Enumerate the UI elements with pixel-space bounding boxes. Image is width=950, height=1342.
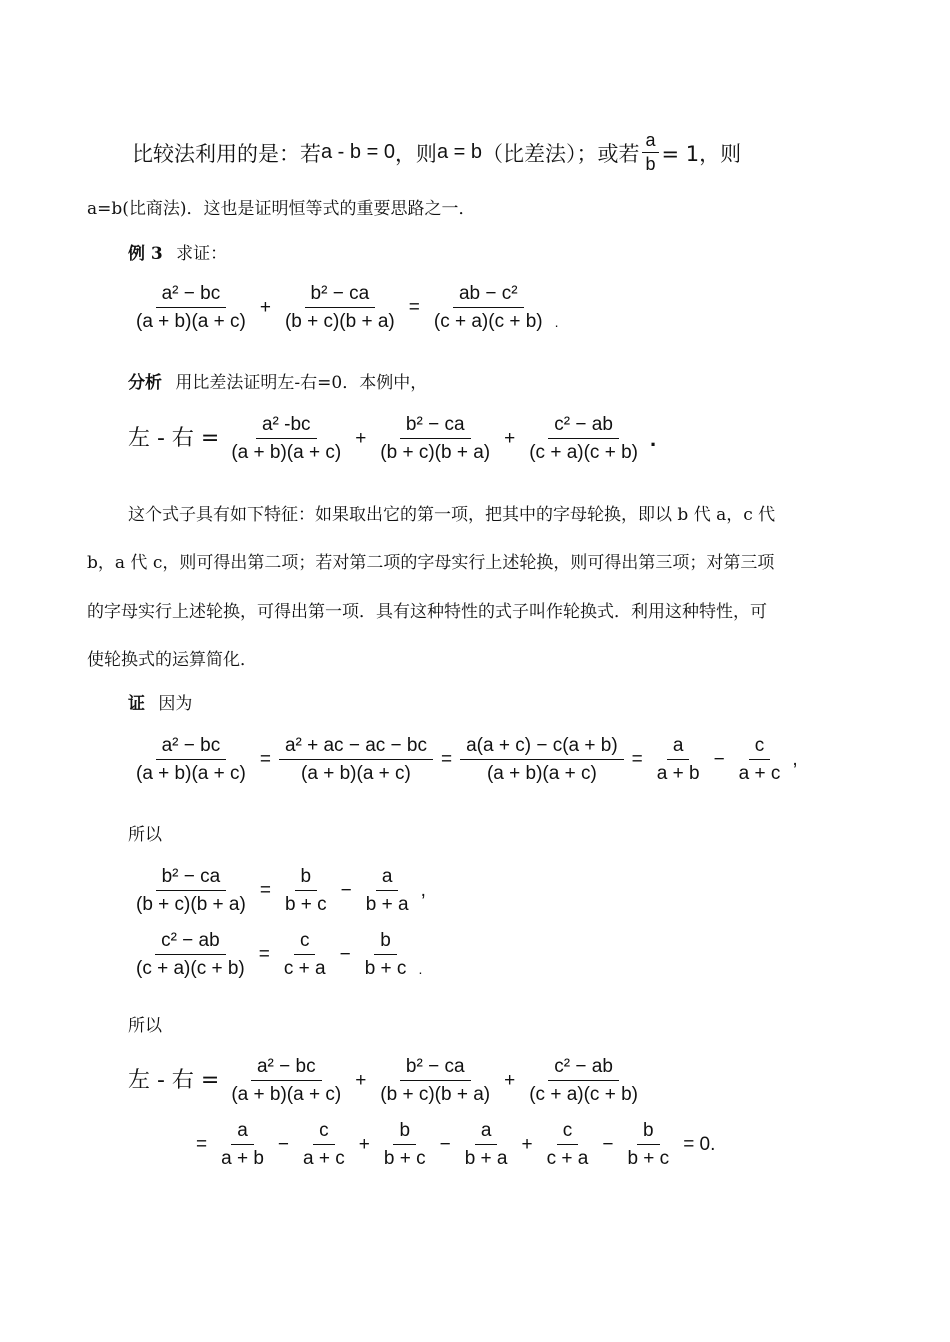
eq7-frac-1-numerator: a: [231, 1120, 254, 1145]
paragraph-line-2: b，a 代 c，则可得出第二项；若对第二项的字母实行上述轮换，则可得出第三项；对第三项: [87, 553, 775, 573]
eq4-frac-3: [360, 866, 415, 916]
eq1-term-3: [428, 283, 549, 333]
equals-sign: =: [259, 880, 271, 901]
eq7-frac-5-denominator: c + a: [546, 1148, 589, 1169]
eq7-frac-3-numerator: b: [393, 1120, 416, 1145]
equation-to-prove: [124, 283, 559, 333]
equation-decompose-second: [124, 866, 426, 916]
eq5-frac-2-numerator: c: [294, 930, 316, 955]
eq7-frac-6-denominator: b + c: [627, 1148, 670, 1169]
plus-sign: +: [504, 1070, 516, 1091]
minus-sign: −: [340, 880, 352, 901]
analysis-label: 分析: [128, 373, 162, 393]
minus-sign: −: [602, 1134, 614, 1155]
intro-text-f: = 1，则: [661, 141, 742, 166]
proof-heading: [128, 694, 192, 714]
eq3-frac-4: [651, 735, 706, 785]
fraction-numerator: a: [642, 130, 658, 153]
eq7-frac-4-denominator: b + a: [464, 1148, 508, 1169]
comma: ,: [792, 749, 798, 770]
eq2-term-3-denominator: (c + a)(c + b): [529, 442, 638, 463]
eq1-term-2: [279, 283, 401, 333]
minus-sign: −: [277, 1134, 290, 1155]
eq1-term-1-denominator: (a + b)(a + c): [136, 311, 246, 332]
eq3-frac-2: [279, 735, 433, 785]
eq4-frac-2-numerator: b: [295, 866, 318, 891]
eq7-frac-6: [621, 1120, 675, 1170]
equation-final-result: [194, 1120, 715, 1170]
eq2-term-1: [225, 414, 347, 464]
eq3-frac-3-denominator: (a + b)(a + c): [486, 763, 597, 784]
plus-sign: +: [504, 428, 516, 449]
eq3-frac-1: [130, 735, 252, 785]
eq2-term-2-numerator: b² − ca: [400, 414, 471, 439]
eq7-frac-4: [459, 1120, 514, 1170]
eq6-term-3-denominator: (c + a)(c + b): [529, 1084, 638, 1105]
equation-decompose-third: [124, 930, 422, 980]
eq1-term-3-numerator: ab − c²: [453, 283, 524, 308]
eq5-frac-1: [130, 930, 251, 980]
eq6-term-1-numerator: a² − bc: [251, 1056, 322, 1081]
eq2-term-2: [374, 414, 496, 464]
eq4-frac-1-numerator: b² − ca: [156, 866, 227, 891]
period: .: [554, 314, 559, 330]
eq3-frac-5: [733, 735, 787, 785]
eq4-frac-3-numerator: a: [376, 866, 399, 891]
eq3-frac-3: [460, 735, 624, 785]
equals-sign: =: [631, 749, 643, 770]
eq4-frac-1-denominator: (b + c)(b + a): [136, 894, 246, 915]
intro-formula-a-minus-b: a - b = 0: [321, 141, 395, 163]
paragraph-line-4: 使轮换式的运算简化．: [87, 650, 257, 670]
eq1-term-3-denominator: (c + a)(c + b): [433, 311, 543, 332]
eq7-frac-1-denominator: a + b: [221, 1148, 264, 1169]
eq6-term-3-numerator: c² − ab: [548, 1056, 619, 1081]
eq2-lhs: 左 - 右 =: [128, 426, 220, 451]
equals-zero: = 0.: [683, 1134, 716, 1155]
example-label: 例 3: [128, 244, 163, 264]
eq6-term-2-denominator: (b + c)(b + a): [380, 1084, 491, 1105]
period: .: [418, 961, 423, 977]
minus-sign: −: [713, 749, 725, 770]
equals-sign: =: [196, 1134, 208, 1155]
eq3-frac-1-numerator: a² − bc: [156, 735, 227, 760]
eq2-term-2-denominator: (b + c)(b + a): [380, 442, 491, 463]
equals-sign: =: [408, 297, 420, 318]
eq5-frac-2: [278, 930, 332, 980]
eq6-term-1-denominator: (a + b)(a + c): [231, 1084, 342, 1105]
eq7-frac-4-numerator: a: [475, 1120, 498, 1145]
eq2-term-3-numerator: c² − ab: [548, 414, 619, 439]
equation-decompose-first: [124, 735, 798, 785]
eq7-frac-1: [215, 1120, 270, 1170]
eq7-frac-5: [541, 1120, 595, 1170]
eq1-term-2-denominator: (b + c)(b + a): [284, 311, 395, 332]
eq6-term-3: [523, 1056, 644, 1106]
eq3-frac-5-numerator: c: [749, 735, 771, 760]
equation-left-minus-right: [128, 414, 656, 464]
period: .: [649, 426, 657, 451]
eq4-frac-3-denominator: b + a: [365, 894, 409, 915]
eq3-frac-2-numerator: a² + ac − ac − bc: [279, 735, 433, 760]
eq1-term-1: [130, 283, 252, 333]
eq6-term-2-numerator: b² − ca: [400, 1056, 471, 1081]
eq5-frac-3-numerator: b: [374, 930, 397, 955]
eq1-term-2-numerator: b² − ca: [305, 283, 376, 308]
minus-sign: −: [339, 944, 351, 965]
intro-text-e: （比差法）；或若: [481, 141, 640, 166]
eq3-frac-2-denominator: (a + b)(a + c): [301, 763, 411, 784]
example-text: 求证：: [176, 244, 228, 264]
plus-sign: +: [355, 428, 367, 449]
minus-sign: −: [439, 1134, 451, 1155]
eq4-frac-2-denominator: b + c: [284, 894, 327, 915]
eq3-frac-4-denominator: a + b: [656, 763, 700, 784]
therefore-2: 所以: [128, 1016, 162, 1036]
eq6-term-2: [374, 1056, 496, 1106]
paragraph-line-1: 这个式子具有如下特征：如果取出它的第一项，把其中的字母轮换，即以 b 代 a，c 代: [128, 505, 776, 525]
eq7-frac-3: [378, 1120, 432, 1170]
fraction-denominator: b: [645, 154, 656, 174]
eq7-frac-6-numerator: b: [637, 1120, 660, 1145]
intro-fraction-a-over-b: [642, 130, 658, 175]
eq7-frac-3-denominator: b + c: [383, 1148, 426, 1169]
eq5-frac-2-denominator: c + a: [283, 958, 326, 979]
example-heading: [128, 244, 227, 264]
equals-sign: =: [441, 749, 453, 770]
eq2-term-1-numerator: a² -bc: [256, 414, 317, 439]
eq7-frac-2-denominator: a + c: [303, 1148, 345, 1169]
analysis-text: 用比差法证明左-右=0．本例中，: [175, 373, 428, 393]
eq7-frac-2: [297, 1120, 351, 1170]
eq2-term-3: [523, 414, 644, 464]
equals-sign: =: [259, 749, 271, 770]
equals-sign: =: [258, 944, 270, 965]
intro-line-2: a=b(比商法)．这也是证明恒等式的重要思路之一．: [87, 199, 476, 219]
eq2-term-1-denominator: (a + b)(a + c): [231, 442, 342, 463]
intro-text-a: 比较法利用的是：若: [132, 141, 321, 166]
eq6-lhs: 左 - 右 =: [128, 1068, 220, 1093]
equation-final-sum: [128, 1056, 650, 1106]
eq3-frac-1-denominator: (a + b)(a + c): [136, 763, 246, 784]
plus-sign: +: [358, 1134, 370, 1155]
proof-label: 证: [128, 694, 145, 714]
eq5-frac-3: [359, 930, 413, 980]
comma: ,: [420, 880, 426, 901]
proof-text: 因为: [158, 694, 193, 714]
eq5-frac-3-denominator: b + c: [364, 958, 407, 979]
therefore-1: 所以: [128, 825, 162, 845]
analysis-heading: [128, 373, 427, 393]
eq5-frac-1-denominator: (c + a)(c + b): [136, 958, 245, 979]
eq3-frac-4-numerator: a: [667, 735, 690, 760]
eq6-term-1: [225, 1056, 347, 1106]
eq4-frac-1: [130, 866, 252, 916]
plus-sign: +: [521, 1134, 533, 1155]
eq4-frac-2: [279, 866, 333, 916]
plus-sign: +: [355, 1070, 367, 1091]
eq5-frac-1-numerator: c² − ab: [155, 930, 226, 955]
eq3-frac-3-numerator: a(a + c) − c(a + b): [460, 735, 624, 760]
intro-line-1: [132, 130, 741, 175]
plus-sign: +: [259, 297, 271, 318]
paragraph-line-3: 的字母实行上述轮换，可得出第一项．具有这种特性的式子叫作轮换式．利用这种特性，可: [87, 602, 767, 622]
intro-text-c: ，则: [394, 141, 437, 166]
eq3-frac-5-denominator: a + c: [738, 763, 781, 784]
eq7-frac-2-numerator: c: [313, 1120, 335, 1145]
intro-formula-a-eq-b: a = b: [436, 141, 482, 163]
eq1-term-1-numerator: a² − bc: [156, 283, 227, 308]
eq7-frac-5-numerator: c: [557, 1120, 579, 1145]
